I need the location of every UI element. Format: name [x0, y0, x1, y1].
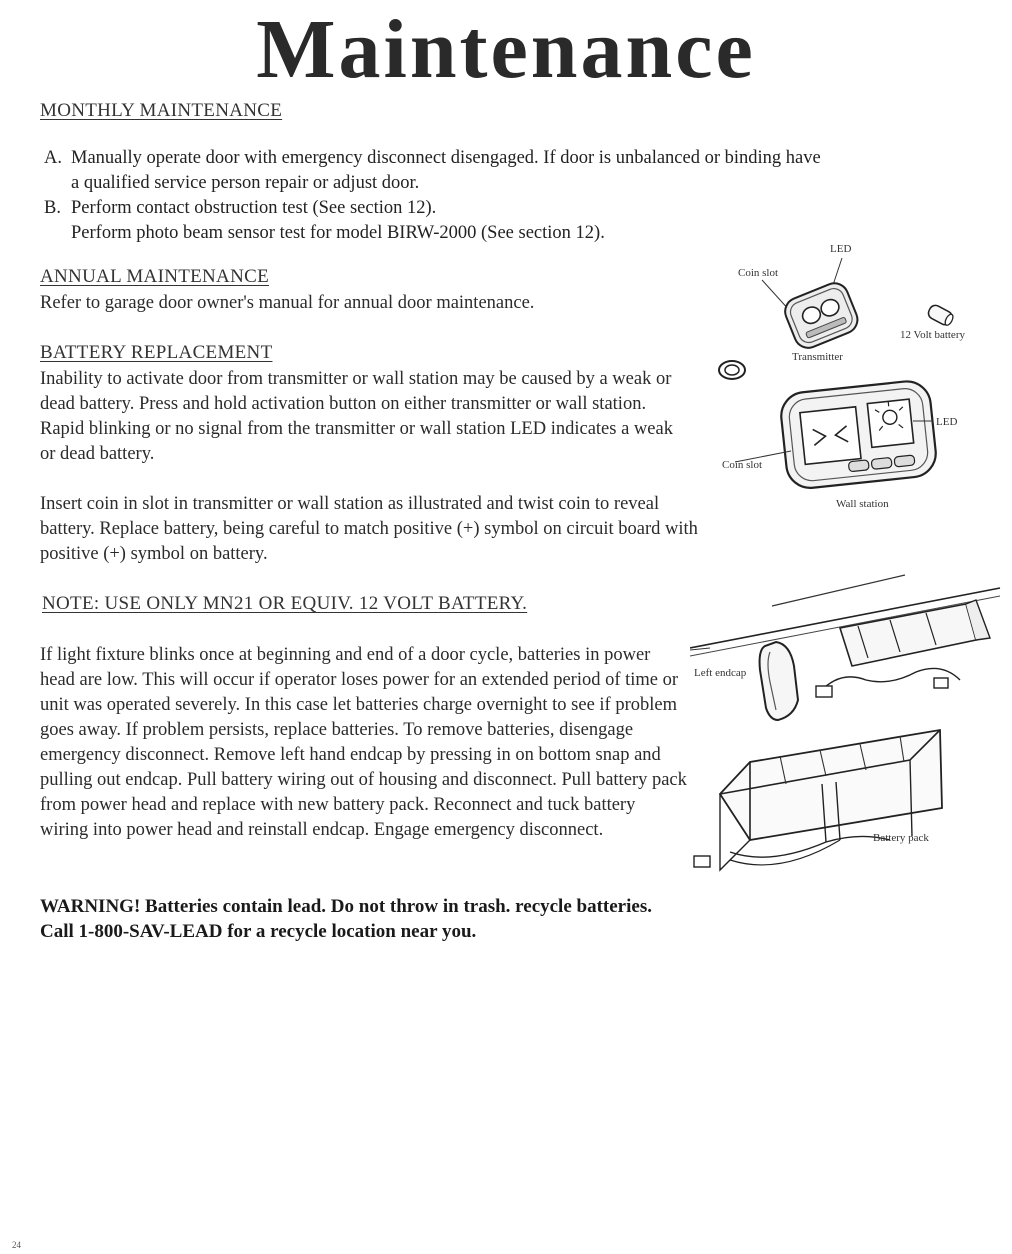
- battery-note: NOTE: USE ONLY MN21 OR EQUIV. 12 VOLT BATTERY.: [42, 593, 528, 614]
- transmitter-illustration: [700, 240, 1000, 370]
- led-caption: LED: [830, 243, 852, 255]
- transmitter-caption: Transmitter: [792, 351, 843, 363]
- battery-para-1: Inability to activate door from transmitter or wall station may be caused by a weak or dead battery. Press and hold activation button on either transmitter or wall station. Rapid blinking or no signal from the transmitter or wall station LED indicates a weak or dead battery.: [40, 369, 673, 464]
- warning-text: WARNING! Batteries contain lead. Do not throw in trash. recycle batteries. Call 1-800-SAV-LEAD for a recycle location near you.: [40, 896, 652, 942]
- battery-12v-icon: [926, 303, 955, 327]
- battery-pack-illustration: [690, 570, 1005, 890]
- monthly-maintenance-heading: MONTHLY MAINTENANCE: [40, 100, 283, 121]
- list-item-line: a qualified service person repair or adjust door.: [71, 173, 420, 193]
- annual-maintenance-heading: ANNUAL MAINTENANCE: [40, 266, 269, 287]
- page-number: 24: [12, 1240, 21, 1250]
- wall-station-icon: [779, 379, 938, 490]
- left-endcap-icon: [760, 642, 798, 720]
- list-item-line: Perform photo beam sensor test for model BIRW-2000 (See section 12).: [71, 223, 605, 243]
- coin-slot-caption: Coin slot: [738, 267, 779, 279]
- page-title: Maintenance: [256, 3, 756, 96]
- battery-para-2: Insert coin in slot in transmitter or wall station as illustrated and twist coin to reveal battery. Replace battery, being careful to match positive (+) symbol on circuit board with positive (+) symbol on battery.: [40, 494, 698, 564]
- list-item-line: Manually operate door with emergency disconnect disengaged. If door is unbalanced or binding have: [71, 148, 821, 168]
- led-caption: LED: [936, 416, 958, 428]
- list-marker: B.: [44, 198, 61, 218]
- list-marker: A.: [44, 148, 62, 168]
- list-item: [44, 146, 821, 196]
- left-endcap-caption: Left endcap: [694, 667, 747, 679]
- battery-pack-caption: Battery pack: [873, 832, 929, 844]
- battery-12v-caption: 12 Volt battery: [900, 329, 965, 341]
- list-item-line: Perform contact obstruction test (See section 12).: [71, 198, 437, 218]
- battery-para-3: If light fixture blinks once at beginning and end of a door cycle, batteries in power head are low. This will occur if operator loses power for an extended period of time or unit was operated severely. In this case let batteries charge overnight to see if problem goes away. If problem persists, replace batteries. To remove batteries, disengage emergency disconnect. Remove left hand endcap by pressing in on bottom snap and pulling out endcap. Pull battery wiring out of housing and disconnect. Pull battery pack from power head and replace with new battery pack. Reconnect and tuck battery wiring into power head and reinstall endcap. Engage emergency disconnect.: [40, 645, 687, 840]
- battery-pack-icon: [694, 730, 942, 870]
- list-item: [44, 196, 605, 246]
- power-head-edge: [772, 575, 905, 606]
- left-endcap-leader-line: [690, 648, 710, 650]
- battery-replacement-heading: BATTERY REPLACEMENT: [40, 342, 273, 363]
- annual-maintenance-text: Refer to garage door owner's manual for annual door maintenance.: [40, 293, 535, 313]
- wall-station-caption: Wall station: [836, 498, 889, 510]
- transmitter-icon: [781, 279, 862, 352]
- coin-slot-caption: Coin slot: [722, 459, 763, 471]
- coin-icon: [719, 361, 745, 379]
